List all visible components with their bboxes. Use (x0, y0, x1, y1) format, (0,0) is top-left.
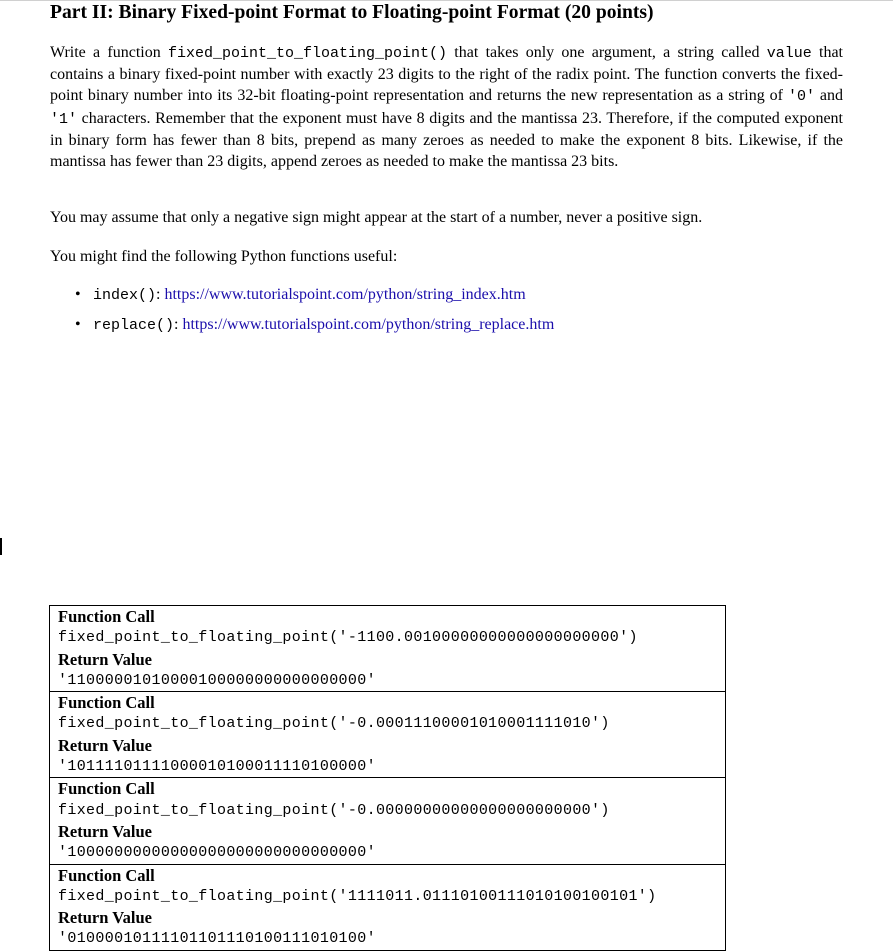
call-label: Function Call (58, 693, 155, 713)
return-label: Return Value (58, 649, 152, 669)
example-cell (50, 864, 726, 950)
return-label: Return Value (58, 821, 152, 841)
example-cell (50, 692, 726, 778)
call-code: fixed_point_to_floating_point('-0.00011100001010001111010') (58, 715, 610, 733)
char-zero: '0' (787, 88, 815, 106)
bullet-icon: • (75, 316, 81, 333)
example-cell (50, 778, 726, 864)
return-label: Return Value (58, 735, 152, 755)
call-label: Function Call (58, 607, 155, 626)
list-item (75, 284, 554, 314)
return-value: '11000001010000100000000000000000' (58, 671, 376, 689)
text-fragment: characters. Remember that the exponent must have 8 digits and the mantissa 23. Therefore, if the computed exponent in binary form has fewer than 8 bits, prepend as many zeroes as needed to make the exponent 8 bits. Likewise, if the mantissa has fewer than 23 digits, append zeroes as needed to make the mantissa 23 bits. (50, 109, 843, 171)
return-value: '10000000000000000000000000000000' (58, 844, 376, 862)
reference-link[interactable]: https://www.tutorialspoint.com/python/string_replace.htm (182, 316, 555, 333)
call-label: Function Call (58, 779, 155, 799)
hint-paragraph: You might find the following Python functions useful: (50, 248, 398, 265)
return-value: '10111101111000010100011110100000' (58, 758, 376, 776)
function-list (75, 284, 554, 344)
call-code: fixed_point_to_floating_point('-0.00000000000000000000000') (58, 801, 610, 819)
text-fragment: that contains a binary fixed-point number with exactly 23 digits to the right of the radix point. The function converts the fixed-point binary number into its 32-bit floating-point representation and returns the new representation as a string of (50, 44, 843, 105)
separator: : (174, 316, 183, 333)
margin-mark (0, 538, 2, 555)
table-row (50, 778, 726, 864)
argument-name: value (766, 45, 812, 62)
examples-table (49, 605, 726, 951)
bullet-icon: • (75, 286, 81, 303)
text-fragment: that takes only one argument, a string called (447, 44, 767, 61)
function-name: fixed_point_to_floating_point() (168, 45, 448, 62)
call-label: Function Call (58, 865, 155, 885)
section-heading: Part II: Binary Fixed-point Format to Floating-point Format (20 points) (50, 2, 654, 23)
text-fragment: and (814, 87, 843, 105)
char-one: '1' (50, 110, 78, 128)
list-item (75, 314, 554, 344)
table-row (50, 606, 726, 692)
function-name: replace() (93, 317, 175, 334)
text-fragment: Write a function (50, 44, 168, 61)
description-paragraph (50, 42, 843, 172)
table-row (50, 864, 726, 950)
call-code: fixed_point_to_floating_point('-1100.00100000000000000000000') (58, 629, 638, 647)
return-label: Return Value (58, 908, 152, 928)
table-row (50, 692, 726, 778)
assumption-paragraph: You may assume that only a negative sign might appear at the start of a number, never a positive sign. (50, 209, 703, 226)
top-rule (0, 0, 893, 1)
separator: : (156, 286, 165, 303)
reference-link[interactable]: https://www.tutorialspoint.com/python/string_index.htm (164, 286, 526, 303)
function-name: index() (93, 287, 157, 304)
example-cell (50, 606, 726, 692)
call-code: fixed_point_to_floating_point('1111011.01110100111010100100101') (58, 887, 657, 905)
return-value: '01000010111101101110100111010100' (58, 930, 376, 948)
